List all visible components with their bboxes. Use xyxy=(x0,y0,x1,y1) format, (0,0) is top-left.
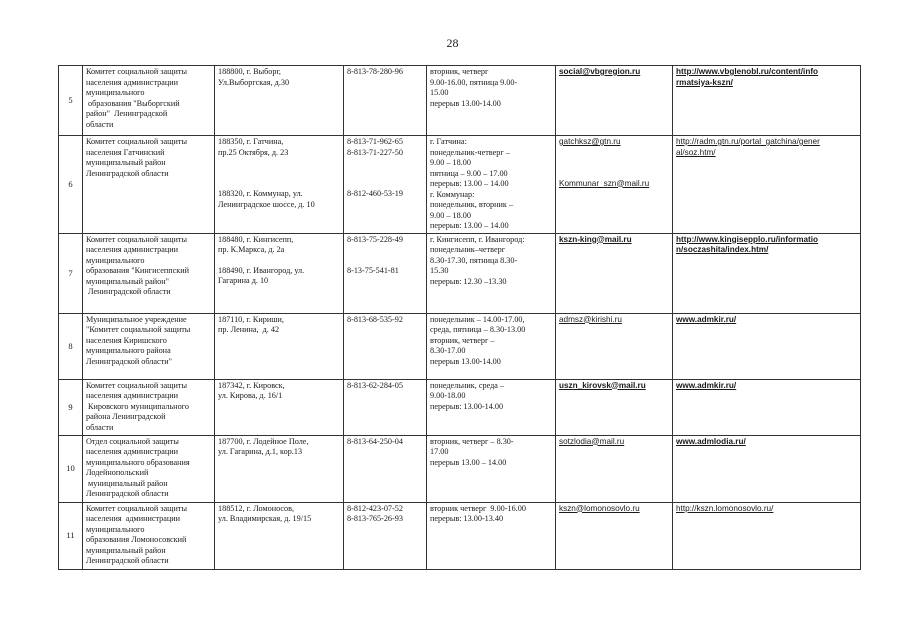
website-cell xyxy=(673,66,861,136)
working-hours-line: среда, пятница – 8.30-13.00 xyxy=(430,325,526,334)
email-cell xyxy=(556,502,673,569)
postal-address-line: пр.25 Октября, д. 23 xyxy=(218,147,289,157)
website-cell xyxy=(673,502,861,569)
working-hours-line: перерыв: 13.00 – 14.00 xyxy=(430,179,509,188)
organization-name-line: Кировского муниципального xyxy=(86,401,189,411)
organization-name xyxy=(83,136,215,234)
postal-address-line: ул. Гагарина, д.1, кор.13 xyxy=(218,447,303,456)
working-hours-line: 17.00 xyxy=(430,447,449,456)
working-hours-line: 9.00-18.00 xyxy=(430,391,466,400)
table-row xyxy=(59,502,861,569)
postal-address xyxy=(215,502,344,569)
phone-numbers-line: 8-813-71-962-65 xyxy=(347,137,403,146)
working-hours-line: понедельник-четверг – xyxy=(430,147,510,157)
table-row xyxy=(59,313,861,379)
organization-name-line: муниципального xyxy=(86,255,145,265)
organization-name-line: населения Киришского xyxy=(86,335,167,345)
working-hours xyxy=(427,66,556,136)
organization-name-line: Комитет социальной защиты xyxy=(86,380,187,390)
email-link[interactable]: kszn@lomonosovlo.ru xyxy=(559,503,640,513)
email-link[interactable]: admsz@kirishi.ru xyxy=(559,314,622,324)
organization-name-line: населения администрации xyxy=(86,391,178,400)
website-link[interactable]: http://www.vbglenobl.ru/content/info xyxy=(676,67,819,76)
organization-name xyxy=(83,233,215,313)
organization-name-line: Комитет социальной защиты xyxy=(86,503,187,513)
working-hours xyxy=(427,136,556,234)
organization-name-line: Комитет социальной защиты xyxy=(86,67,187,76)
website-link[interactable]: www.admkir.ru/ xyxy=(676,380,737,390)
website-cell xyxy=(673,136,861,234)
postal-address-line: пр. К.Маркса, д. 2а xyxy=(218,245,285,254)
organization-name-line: образования "Выборгский xyxy=(86,98,180,108)
organization-name-line: Лодейнопольский xyxy=(86,468,149,477)
working-hours-line: вторник, четверг – 8.30- xyxy=(430,436,514,446)
website-cell xyxy=(673,435,861,502)
table-row xyxy=(59,435,861,502)
postal-address-line: 187700, г. Лодейное Поле, xyxy=(218,436,309,446)
phone-numbers-line: 8-813-71-227-50 xyxy=(347,147,403,157)
working-hours-line: понедельник–четверг xyxy=(430,245,506,254)
working-hours-line: вторник, четверг xyxy=(430,67,489,76)
organization-name-line: населения Гатчинский xyxy=(86,147,165,157)
working-hours-line: перерыв: 13.00-13.40 xyxy=(430,514,504,523)
row-number: 5 xyxy=(59,66,83,136)
phone-numbers-line: 8-813-75-228-49 xyxy=(347,234,403,244)
organization-name-line: населения администрации xyxy=(86,77,178,87)
phone-numbers xyxy=(344,502,427,569)
row-number: 11 xyxy=(59,502,83,569)
phone-numbers xyxy=(344,313,427,379)
organization-name xyxy=(83,66,215,136)
organization-name-line: муниципальный район xyxy=(86,478,168,488)
postal-address-line: 187342, г. Кировск, xyxy=(218,380,285,390)
organization-name-line: Отдел социальной защиты xyxy=(86,436,179,446)
page-number: 28 xyxy=(446,36,459,50)
working-hours xyxy=(427,435,556,502)
phone-numbers-line: 8-812-423-07-52 xyxy=(347,503,403,513)
organization-name-line: муниципального района xyxy=(86,346,171,355)
postal-address-line: Гагарина д. 10 xyxy=(218,276,269,285)
postal-address-line: пр. Ленина, д. 42 xyxy=(218,325,280,334)
organization-name-line: "Комитет социальной защиты xyxy=(86,325,191,334)
email-link[interactable]: kszn-king@mail.ru xyxy=(559,234,632,244)
postal-address-line: Ул.Выборгская, д.30 xyxy=(218,77,290,87)
working-hours-line: перерыв 13.00-14.00 xyxy=(430,98,501,108)
phone-numbers xyxy=(344,435,427,502)
email-link[interactable]: uszn_kirovsk@mail.ru xyxy=(559,380,646,390)
organization-name-line: муниципального xyxy=(86,524,145,534)
postal-address xyxy=(215,66,344,136)
email-link[interactable]: sotzlodia@mail.ru xyxy=(559,436,625,446)
row-number: 10 xyxy=(59,435,83,502)
organization-name xyxy=(83,435,215,502)
postal-address-line: 188512, г. Ломоносов, xyxy=(218,503,295,513)
postal-address xyxy=(215,313,344,379)
working-hours xyxy=(427,313,556,379)
organization-name xyxy=(83,379,215,435)
row-number: 7 xyxy=(59,233,83,313)
website-link[interactable]: http://kszn.lomonosovlo.ru/ xyxy=(676,503,774,513)
organization-name xyxy=(83,502,215,569)
working-hours-line: 8.30-17.00 xyxy=(430,346,466,355)
organization-name-line: район" Ленинградской xyxy=(86,109,168,118)
email-cell xyxy=(556,435,673,502)
phone-numbers-line: 8-813-765-26-93 xyxy=(347,514,403,523)
phone-numbers xyxy=(344,66,427,136)
working-hours-line: 8.30-17.30, пятница 8.30- xyxy=(430,255,518,265)
working-hours xyxy=(427,379,556,435)
postal-address-line: 188480, г. Кингисепп, xyxy=(218,234,294,244)
organization-name-line: Ленинградской области xyxy=(86,287,171,296)
email-link[interactable]: Kommunar_szn@mail.ru xyxy=(559,178,650,188)
working-hours-line: г. Кингисепп, г. Ивангород: xyxy=(430,234,525,244)
organization-name-line: населения администрации xyxy=(86,245,178,254)
organization-name-line: муниципальный район xyxy=(86,545,166,555)
working-hours-line: вторник, четверг – xyxy=(430,335,495,345)
website-link[interactable]: n/soczashita/index.htm/ xyxy=(676,245,769,254)
working-hours-line: понедельник, вторник – xyxy=(430,200,514,209)
organization-name-line: области xyxy=(86,119,114,129)
email-cell xyxy=(556,379,673,435)
organization-name-line: Комитет социальной защиты xyxy=(86,234,187,244)
phone-numbers xyxy=(344,379,427,435)
phone-numbers-line: 8-813-62-284-05 xyxy=(347,380,403,390)
postal-address-line: 188350, г. Гатчина, xyxy=(218,137,284,146)
email-cell xyxy=(556,66,673,136)
phone-numbers-line: 8-812-460-53-19 xyxy=(347,189,403,198)
working-hours-line: пятница – 9.00 – 17.00 xyxy=(430,168,508,178)
phone-numbers-line: 8-813-68-535-92 xyxy=(347,314,403,324)
working-hours-line: перерыв 13.00 – 14.00 xyxy=(430,457,507,467)
table-row xyxy=(59,233,861,313)
organization-name-line: Комитет социальной защиты xyxy=(86,137,187,146)
organization-name-line: района Ленинградской xyxy=(86,412,166,421)
website-link[interactable]: http://radm.gtn.ru/portal_gatchina/gener xyxy=(676,137,820,146)
working-hours-line: перерыв: 12.30 –13.30 xyxy=(430,276,507,286)
email-cell xyxy=(556,313,673,379)
organization-name-line: Ленинградской области xyxy=(86,168,169,178)
phone-numbers-line: 8-13-75-541-81 xyxy=(347,266,399,275)
organization-name-line: населения администрации xyxy=(86,447,178,456)
organization-name-line: населения администрации xyxy=(86,514,181,523)
postal-address xyxy=(215,379,344,435)
organization-name xyxy=(83,313,215,379)
postal-address-line: 188490, г. Ивангород, ул. xyxy=(218,265,305,275)
working-hours-line: перерыв: 13.00 – 14.00 xyxy=(430,221,509,230)
working-hours-line: 15.00 xyxy=(430,88,449,97)
working-hours-line: г. Коммунар: xyxy=(430,189,475,199)
postal-address-line: ул. Владимирская, д. 19/15 xyxy=(218,514,312,523)
working-hours-line: 9.00-16.00, пятница 9.00- xyxy=(430,77,518,87)
email-cell xyxy=(556,233,673,313)
table-row xyxy=(59,379,861,435)
working-hours-line: понедельник – 14.00-17.00, xyxy=(430,314,525,324)
postal-address xyxy=(215,233,344,313)
email-link[interactable]: social@vbgregion.ru xyxy=(559,67,641,76)
row-number: 6 xyxy=(59,136,83,234)
website-link[interactable]: rmatsiya-kszn/ xyxy=(676,77,733,87)
table-row xyxy=(59,66,861,136)
phone-numbers xyxy=(344,233,427,313)
postal-address xyxy=(215,435,344,502)
postal-address xyxy=(215,136,344,234)
website-cell xyxy=(673,313,861,379)
working-hours-line: понедельник, среда – xyxy=(430,380,505,390)
phone-numbers-line: 8-813-78-280-96 xyxy=(347,67,403,76)
phone-numbers-line: 8-813-64-250-04 xyxy=(347,436,403,446)
working-hours-line: перерыв 13.00-14.00 xyxy=(430,356,501,366)
organization-name-line: муниципального xyxy=(86,88,145,97)
postal-address-line: Ленинградское шоссе, д. 10 xyxy=(218,199,315,209)
working-hours xyxy=(427,233,556,313)
table-row xyxy=(59,136,861,234)
email-link[interactable]: gatchksz@gtn.ru xyxy=(559,137,621,146)
website-cell xyxy=(673,233,861,313)
organization-name-line: Ленинградской области xyxy=(86,556,169,565)
website-link[interactable]: http://www.kingisepplo.ru/informatio xyxy=(676,234,819,244)
website-link[interactable]: www.admlodia.ru/ xyxy=(676,436,746,446)
organization-name-line: Муниципальное учреждение xyxy=(86,314,187,324)
organization-name-line: Ленинградской области" xyxy=(86,356,172,366)
organization-name-line: муниципальный район" xyxy=(86,276,169,286)
postal-address-line: 187110, г. Кириши, xyxy=(218,314,284,324)
social-protection-table xyxy=(58,65,861,570)
row-number: 8 xyxy=(59,313,83,379)
postal-address-line: ул. Кирова, д. 16/1 xyxy=(218,391,283,400)
organization-name-line: образования Ломоносовский xyxy=(86,535,187,544)
working-hours xyxy=(427,502,556,569)
working-hours-line: перерыв: 13.00-14.00 xyxy=(430,401,504,411)
postal-address-line: 188320, г. Коммунар, ул. xyxy=(218,189,303,198)
organization-name-line: образования "Кингисеппский xyxy=(86,266,190,275)
website-link[interactable]: al/soz.htm/ xyxy=(676,147,716,157)
working-hours-line: 15.30 xyxy=(430,266,449,275)
row-number: 9 xyxy=(59,379,83,435)
website-link[interactable]: www.admkir.ru/ xyxy=(676,314,737,324)
organization-name-line: муниципального образования xyxy=(86,457,190,467)
organization-name-line: области xyxy=(86,422,114,432)
organization-name-line: муниципальный район xyxy=(86,158,166,167)
email-cell xyxy=(556,136,673,234)
organization-name-line: Ленинградской области xyxy=(86,489,169,498)
phone-numbers xyxy=(344,136,427,234)
working-hours-line: г. Гатчина: xyxy=(430,137,467,146)
working-hours-line: 9.00 – 18.00 xyxy=(430,210,471,220)
working-hours-line: 9.00 – 18.00 xyxy=(430,158,471,167)
website-cell xyxy=(673,379,861,435)
working-hours-line: вторник четверг 9.00-16.00 xyxy=(430,503,526,513)
postal-address-line: 188800, г. Выборг, xyxy=(218,67,281,76)
